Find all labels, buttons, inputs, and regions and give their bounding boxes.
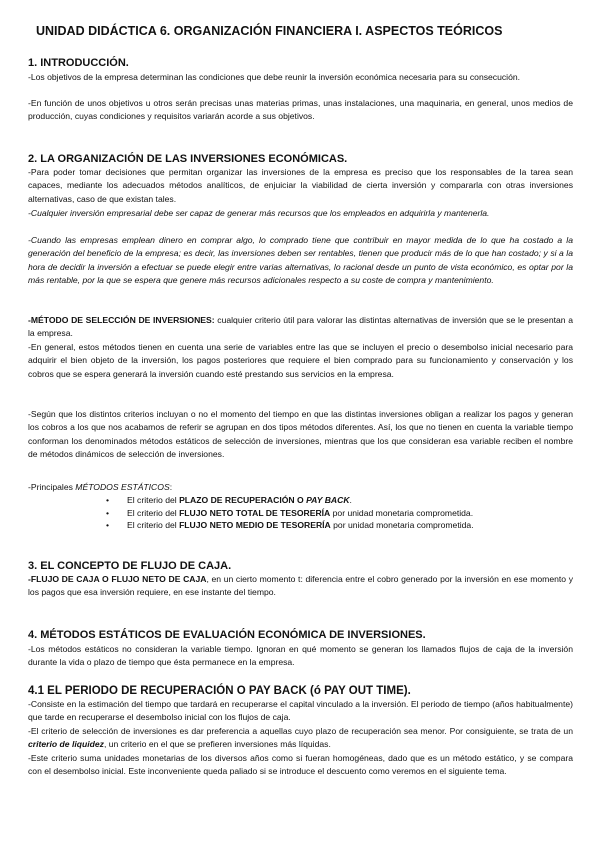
- section-4-1-heading: 4.1 EL PERIODO DE RECUPERACIÓN O PAY BACK (ó PAY OUT TIME).: [28, 685, 411, 697]
- section-2-paragraph-5: -Según que los distintos criterios incluyan o no el momento del tiempo en que las distintas inversiones obligan a realizar los pagos y generan los cobros a los que nos acabamos de referir se agrupan en dos tipos métodos diferentes. Así, los que no tienen en cuenta la variable tiempo conforman los denominados métodos estáticos de selección de inversiones, mientras que los que consideran esa variable reciben el nombre de métodos dinámicos de selección de inversiones.: [28, 409, 573, 459]
- list-item: • El criterio del PLAZO DE RECUPERACIÓN O PAY BACK.: [106, 495, 352, 505]
- section-2-paragraph-4: -En general, estos métodos tienen en cuenta una serie de variables entre las que se incluyen el precio o desembolso inicial necesario para adquirir el bien objeto de la inversión, los pagos posteriores que requiere el bien comprado para su funcionamiento y conservación y los cobros que se espera generará la inversión cuando esté prestando sus servicios en la empresa.: [28, 342, 573, 379]
- metodo-label: -MÉTODO DE SELECCIÓN DE INVERSIONES:: [28, 315, 215, 325]
- section-2-paragraph-2: -Cualquier inversión empresarial debe ser capaz de generar más recursos que los empleados en adquirirla y mantenerla.: [28, 208, 490, 218]
- flujo-text: , en un cierto momento t: diferencia entre el cobro generado por la inversión en ese momento y los pagos que esa inversión requiere, en ese instante del tiempo.: [28, 574, 573, 598]
- section-2-paragraph-3: -Cuando las empresas emplean dinero en comprar algo, lo comprado tiene que contribuir en mayor medida de lo que ha costado a la generación del beneficio de la empresa; es decir, las inversiones deben ser rentables, tienen que producir más de lo que han costado; y si a la hora de decidir la inversión a efectuar se puede elegir entre varias alternativas, lo racional desde un punto de vista económico, es optar por la más rentable, por la que se espera que genere más recursos adicionales respecto a su coste de compra y mantenimiento.: [28, 235, 573, 285]
- section-2-heading: 2. LA ORGANIZACIÓN DE LAS INVERSIONES ECONÓMICAS.: [28, 153, 348, 165]
- static-methods-list: [106, 494, 566, 532]
- flujo-de-caja-definition: [28, 573, 573, 600]
- section-4-1-paragraph-2: -El criterio de selección de inversiones es dar preferencia a aquellas cuyo plazo de recuperación sea menor. Por consiguiente, se trata de un criterio de liquidez, un criterio en el que se prefieren inversiones más líquidas.: [28, 726, 573, 750]
- document-title: UNIDAD DIDÁCTICA 6. ORGANIZACIÓN FINANCIERA I. ASPECTOS TEÓRICOS: [36, 24, 503, 38]
- list-item: • El criterio del FLUJO NETO MEDIO DE TESORERÍA por unidad monetaria comprometida.: [106, 520, 474, 531]
- principales-label: -Principales MÉTODOS ESTÁTICOS:: [28, 482, 173, 492]
- section-2-paragraph-1: -Para poder tomar decisiones que permitan organizar las inversiones de la empresa es preciso que los responsables de la tarea sean capaces, mediante los adecuados métodos analíticos, de enjuiciar la viabilidad de cierta inversión y compararla con otras inversiones alternativas, caso de que existan tales.: [28, 167, 573, 204]
- section-4-heading: 4. MÉTODOS ESTÁTICOS DE EVALUACIÓN ECONÓMICA DE INVERSIONES.: [28, 629, 426, 641]
- metodo-text: cualquier criterio útil para valorar las distintas alternativas de inversión que se le presentan a la empresa.: [28, 315, 573, 339]
- section-1-paragraph-2: -En función de unos objetivos u otros serán precisas unas materias primas, unas instalaciones, una maquinaria, en general, unos medios de producción, cuyas condiciones y requisitos variarán acorde a sus objetivos.: [28, 98, 573, 122]
- section-2-metodo-definition: [28, 314, 573, 341]
- section-4-paragraph-1: -Los métodos estáticos no consideran la variable tiempo. Ignoran en qué momento se generan los llamados flujos de caja de la inversión durante la vida o plazo de tiempo que ésta permanece en la empresa.: [28, 644, 573, 668]
- section-1-heading: 1. INTRODUCCIÓN.: [28, 57, 129, 69]
- section-3-heading: 3. EL CONCEPTO DE FLUJO DE CAJA.: [28, 560, 232, 572]
- section-4-1-paragraph-3: -Este criterio suma unidades monetarias de los diversos años como si fueran homogéneas, dado que es un método estático, y se compara con el desembolso inicial. Este inconveniente queda paliado si se introduce el descuento como veremos en el siguiente tema.: [28, 753, 573, 777]
- list-item: • El criterio del FLUJO NETO TOTAL DE TESORERÍA por unidad monetaria comprometida.: [106, 507, 474, 518]
- flujo-label: -FLUJO DE CAJA O FLUJO NETO DE CAJA: [28, 574, 207, 584]
- section-4-1-paragraph-1: -Consiste en la estimación del tiempo que tardará en recuperarse el capital vinculado a la inversión. El periodo de tiempo (años habitualmente) que tarde en recuperarse el desembolso inicial con los flujos de caja.: [28, 699, 573, 723]
- section-1-paragraph-1: -Los objetivos de la empresa determinan las condiciones que debe reunir la inversión económica necesaria para su consecución.: [28, 72, 521, 82]
